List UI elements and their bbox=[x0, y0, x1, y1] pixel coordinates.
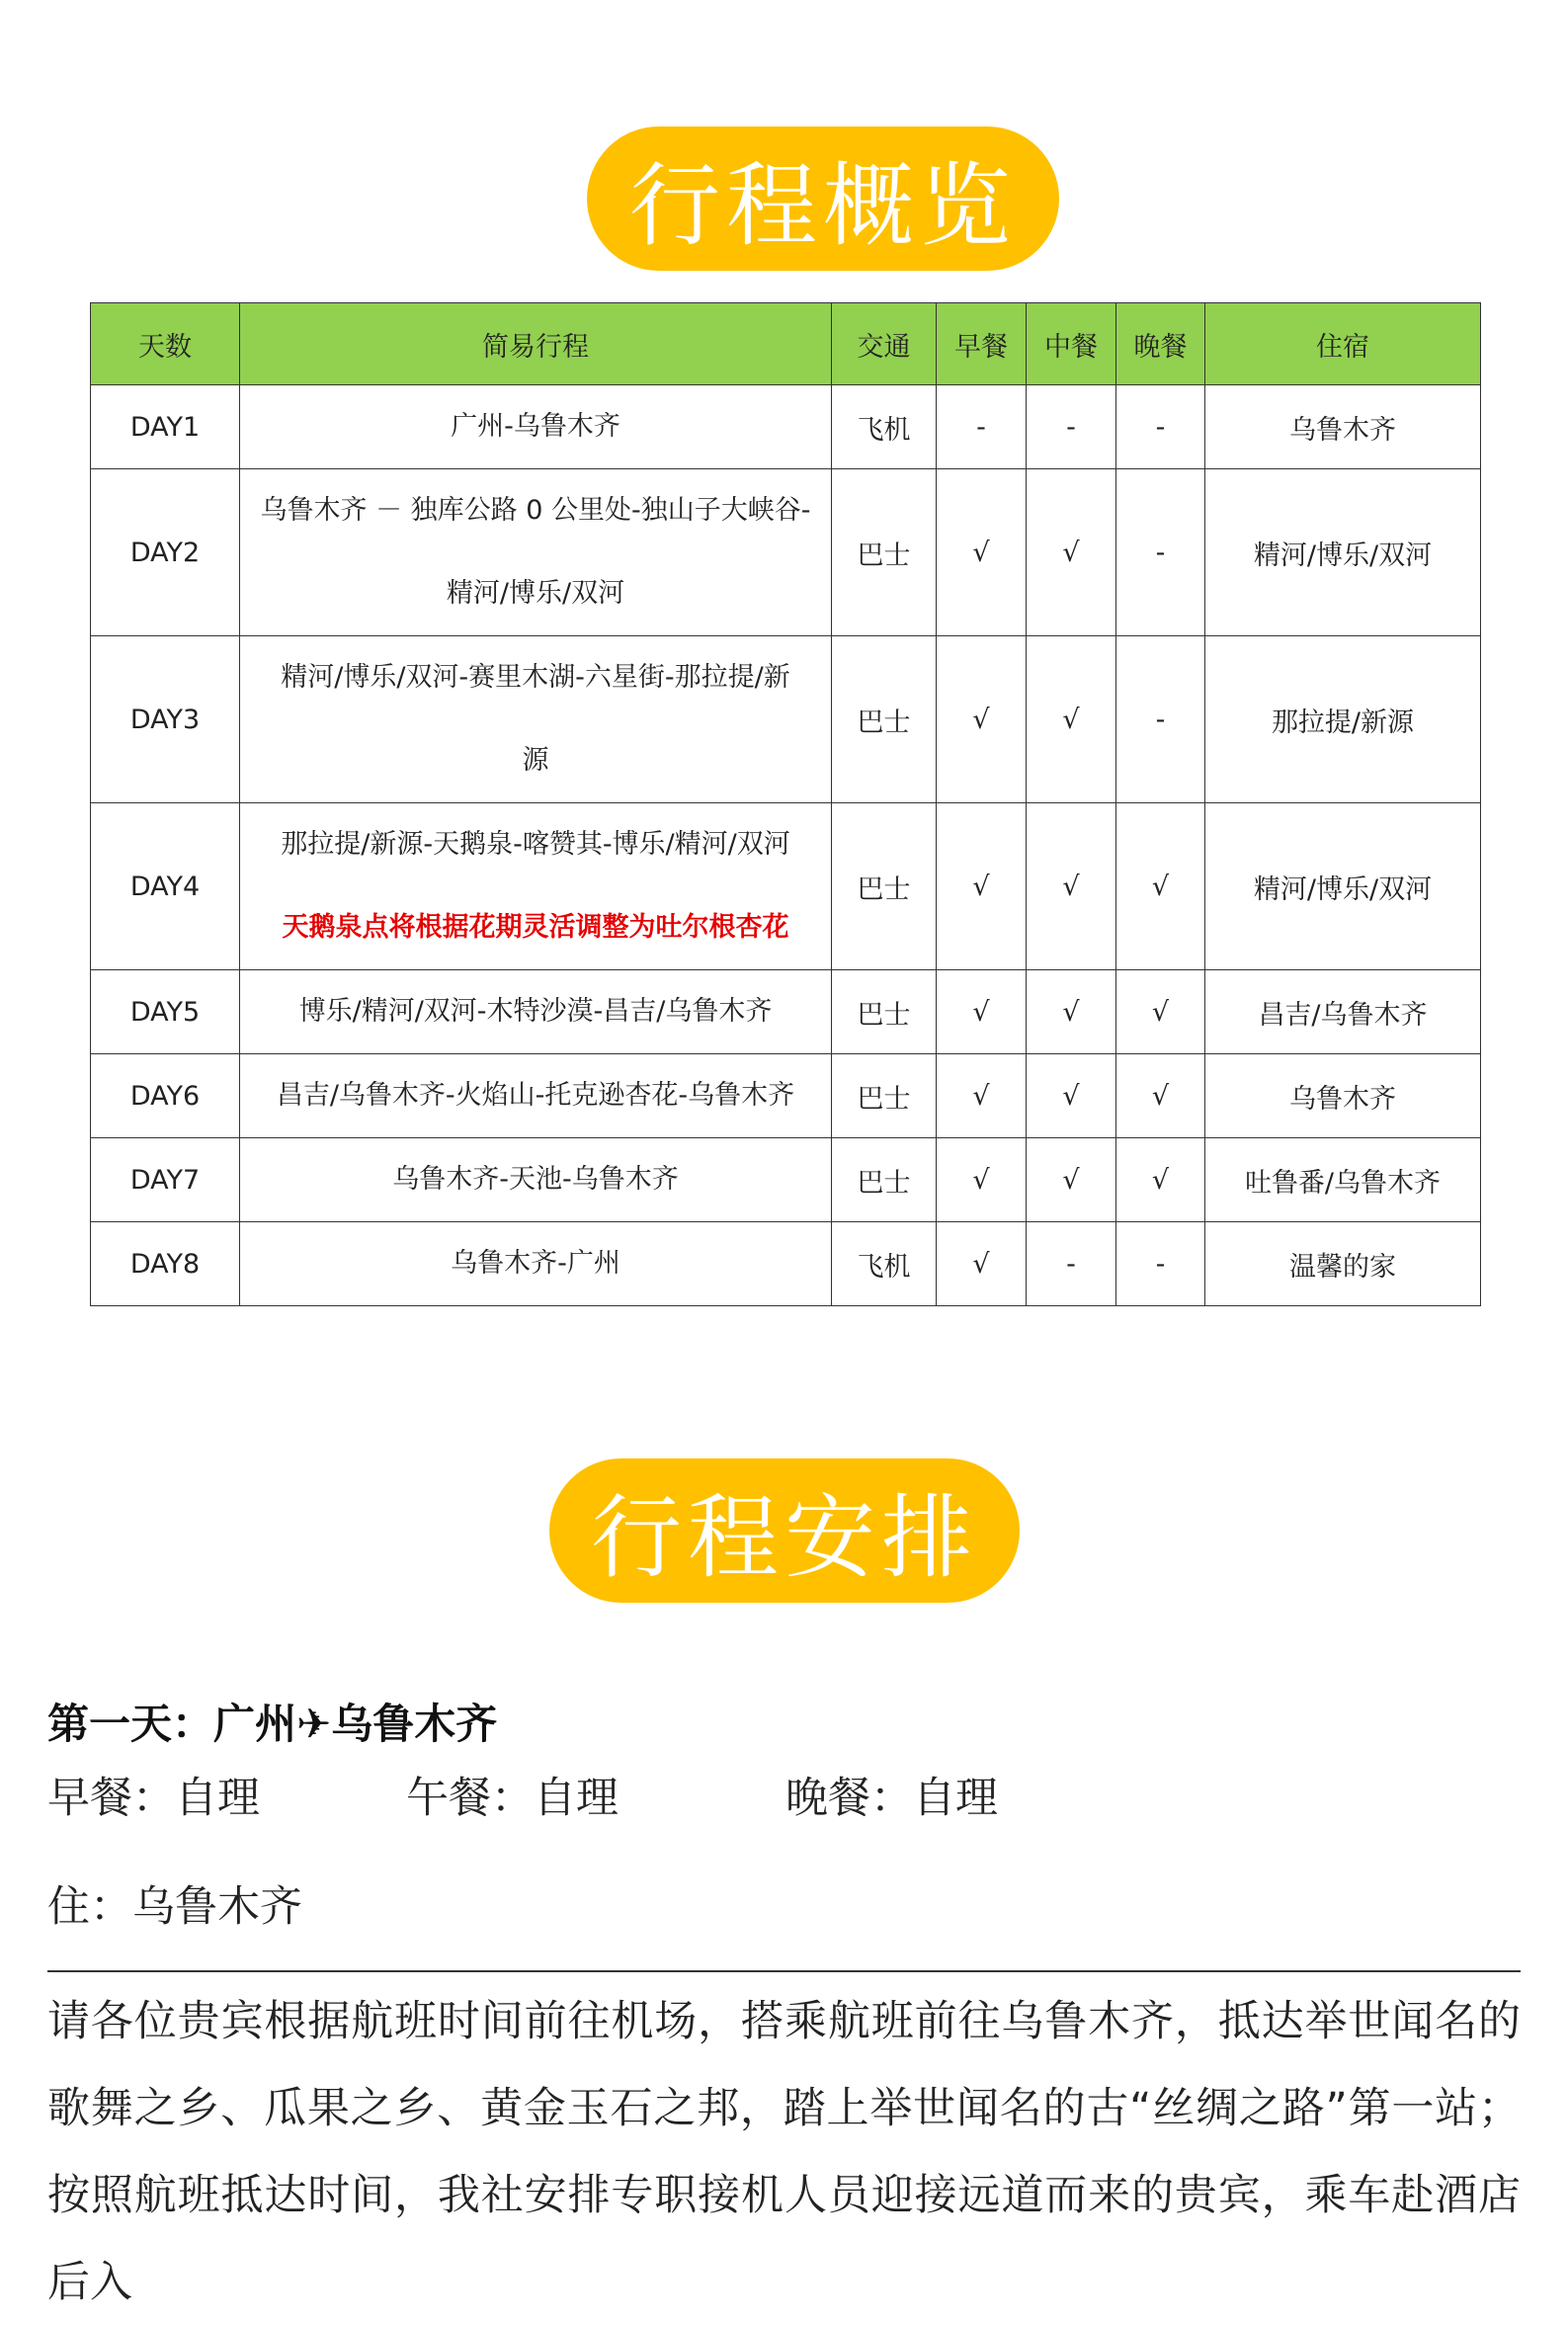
cell-day: DAY7 bbox=[91, 1138, 240, 1222]
route-line: 乌鲁木齐-广州 bbox=[451, 1248, 620, 1279]
cell-hotel: 精河/博乐/双河 bbox=[1205, 469, 1481, 636]
cell-dinner: √ bbox=[1116, 1138, 1205, 1222]
day1-dinner: 晚餐：自理 bbox=[785, 1774, 998, 1823]
route-line: 乌鲁木齐-天池-乌鲁木齐 bbox=[392, 1164, 679, 1195]
day1-stay: 住：乌鲁木齐 bbox=[47, 1882, 302, 1932]
header-day: 天数 bbox=[91, 303, 240, 385]
cell-hotel: 乌鲁木齐 bbox=[1205, 385, 1481, 469]
route-line: 那拉提/新源-天鹅泉-喀赞其-博乐/精河/双河 bbox=[281, 829, 790, 860]
cell-hotel: 乌鲁木齐 bbox=[1205, 1054, 1481, 1138]
cell-day: DAY8 bbox=[91, 1222, 240, 1306]
cell-dinner: - bbox=[1116, 385, 1205, 469]
table-row bbox=[91, 1222, 1481, 1306]
day1-lunch: 午餐：自理 bbox=[406, 1774, 619, 1823]
cell-day: DAY5 bbox=[91, 970, 240, 1054]
cell-breakfast: √ bbox=[937, 636, 1027, 803]
cell-route bbox=[240, 1222, 832, 1306]
table-row bbox=[91, 803, 1481, 970]
cell-dinner: √ bbox=[1116, 803, 1205, 970]
header-route: 简易行程 bbox=[240, 303, 832, 385]
cell-hotel: 温馨的家 bbox=[1205, 1222, 1481, 1306]
cell-hotel: 昌吉/乌鲁木齐 bbox=[1205, 970, 1481, 1054]
route-line: 昌吉/乌鲁木齐-火焰山-托克逊杏花-乌鲁木齐 bbox=[276, 1080, 795, 1111]
route-line: 源 bbox=[522, 745, 549, 776]
cell-transport: 巴士 bbox=[832, 803, 937, 970]
schedule-title: 行程安排 bbox=[549, 1458, 1020, 1603]
table-row bbox=[91, 636, 1481, 803]
header-breakfast: 早餐 bbox=[937, 303, 1027, 385]
cell-hotel: 精河/博乐/双河 bbox=[1205, 803, 1481, 970]
route-line: 乌鲁木齐 － 独库公路 0 公里处-独山子大峡谷- bbox=[260, 495, 811, 526]
table-header-row bbox=[91, 303, 1481, 385]
cell-day: DAY2 bbox=[91, 469, 240, 636]
itinerary-overview-table bbox=[90, 302, 1481, 1306]
cell-breakfast: √ bbox=[937, 1222, 1027, 1306]
cell-transport: 飞机 bbox=[832, 385, 937, 469]
cell-lunch: - bbox=[1027, 385, 1116, 469]
route-note: 天鹅泉点将根据花期灵活调整为吐尔根杏花 bbox=[282, 912, 789, 943]
table-body bbox=[91, 385, 1481, 1306]
route-line: 精河/博乐/双河-赛里木湖-六星街-那拉提/新 bbox=[281, 662, 790, 693]
header-lunch: 中餐 bbox=[1027, 303, 1116, 385]
cell-transport: 巴士 bbox=[832, 970, 937, 1054]
table-row bbox=[91, 469, 1481, 636]
table-row bbox=[91, 1054, 1481, 1138]
cell-lunch: √ bbox=[1027, 636, 1116, 803]
cell-transport: 巴士 bbox=[832, 636, 937, 803]
cell-transport: 飞机 bbox=[832, 1222, 937, 1306]
day1-description: 请各位贵宾根据航班时间前往机场，搭乘航班前往乌鲁木齐，抵达举世闻名的歌舞之乡、瓜果之乡、黄金玉石之邦，踏上举世闻名的古“丝绸之路”第一站；按照航班抵达时间，我社安排专职接机人员迎接远道而来的贵宾，乘车赴酒店后入 bbox=[47, 1997, 1521, 2307]
cell-lunch: √ bbox=[1027, 1138, 1116, 1222]
cell-lunch: √ bbox=[1027, 970, 1116, 1054]
cell-route bbox=[240, 1054, 832, 1138]
header-hotel: 住宿 bbox=[1205, 303, 1481, 385]
cell-route bbox=[240, 385, 832, 469]
overview-title: 行程概览 bbox=[587, 126, 1059, 271]
cell-route bbox=[240, 970, 832, 1054]
cell-hotel: 吐鲁番/乌鲁木齐 bbox=[1205, 1138, 1481, 1222]
cell-lunch: - bbox=[1027, 1222, 1116, 1306]
cell-day: DAY3 bbox=[91, 636, 240, 803]
cell-breakfast: - bbox=[937, 385, 1027, 469]
cell-day: DAY6 bbox=[91, 1054, 240, 1138]
divider-line bbox=[47, 1970, 1521, 1972]
day1-breakfast: 早餐：自理 bbox=[47, 1774, 260, 1823]
table-row bbox=[91, 385, 1481, 469]
table-row bbox=[91, 970, 1481, 1054]
cell-hotel: 那拉提/新源 bbox=[1205, 636, 1481, 803]
header-dinner: 晚餐 bbox=[1116, 303, 1205, 385]
cell-route bbox=[240, 636, 832, 803]
cell-dinner: - bbox=[1116, 636, 1205, 803]
cell-dinner: - bbox=[1116, 469, 1205, 636]
cell-dinner: √ bbox=[1116, 970, 1205, 1054]
cell-lunch: √ bbox=[1027, 803, 1116, 970]
route-line: 广州-乌鲁木齐 bbox=[451, 411, 620, 442]
cell-dinner: - bbox=[1116, 1222, 1205, 1306]
table-row bbox=[91, 1138, 1481, 1222]
cell-transport: 巴士 bbox=[832, 469, 937, 636]
cell-breakfast: √ bbox=[937, 469, 1027, 636]
cell-day: DAY1 bbox=[91, 385, 240, 469]
cell-route bbox=[240, 803, 832, 970]
cell-breakfast: √ bbox=[937, 803, 1027, 970]
cell-dinner: √ bbox=[1116, 1054, 1205, 1138]
cell-lunch: √ bbox=[1027, 469, 1116, 636]
route-line: 精河/博乐/双河 bbox=[446, 578, 625, 609]
cell-day: DAY4 bbox=[91, 803, 240, 970]
cell-route bbox=[240, 1138, 832, 1222]
route-line: 博乐/精河/双河-木特沙漠-昌吉/乌鲁木齐 bbox=[298, 996, 773, 1027]
day1-title: 第一天：广州✈乌鲁木齐 bbox=[47, 1700, 498, 1748]
header-transport: 交通 bbox=[832, 303, 937, 385]
cell-breakfast: √ bbox=[937, 970, 1027, 1054]
cell-breakfast: √ bbox=[937, 1054, 1027, 1138]
cell-route bbox=[240, 469, 832, 636]
cell-transport: 巴士 bbox=[832, 1054, 937, 1138]
cell-transport: 巴士 bbox=[832, 1138, 937, 1222]
cell-breakfast: √ bbox=[937, 1138, 1027, 1222]
cell-lunch: √ bbox=[1027, 1054, 1116, 1138]
